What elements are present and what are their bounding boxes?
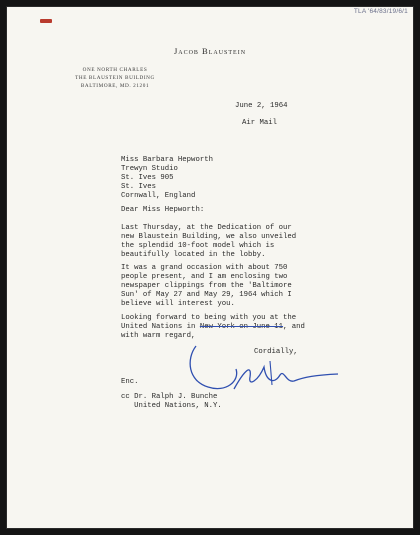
archive-reference: TLA '64/83/19/6/1 — [353, 8, 408, 15]
cc-line: cc Dr. Ralph J. Bunche — [121, 393, 218, 401]
paragraph-line: believe will interest you. — [121, 300, 235, 308]
address-line: THE BLAUSTEIN BUILDING — [75, 75, 155, 81]
struck-text: New York on June 11 — [199, 323, 284, 331]
paragraph-line: Sun' of May 27 and May 29, 1964 which I — [121, 291, 292, 299]
recipient-line: St. Ives — [121, 183, 157, 191]
paragraph-line: beautifully located in the lobby. — [121, 251, 266, 259]
letterhead-name — [6, 46, 414, 56]
paragraph-text: United Nations in — [121, 323, 200, 331]
paragraph-line: Looking forward to being with you at the — [121, 314, 297, 322]
recipient-line: Trewyn Studio — [121, 165, 178, 173]
paragraph-line: newspaper clippings from the 'Baltimore — [121, 282, 292, 290]
salutation: Dear Miss Hepworth: — [121, 206, 205, 214]
recipient-line: Miss Barbara Hepworth — [121, 156, 213, 164]
paragraph-1 — [121, 224, 296, 260]
paragraph-line: Last Thursday, at the Dedication of our — [121, 224, 292, 232]
closing: Cordially, — [254, 348, 298, 356]
letter-page — [6, 6, 414, 529]
paragraph-line: people present, and I am enclosing two — [121, 273, 288, 281]
delivery-method: Air Mail — [242, 119, 278, 127]
paragraph-line: the splendid 10-foot model which is — [121, 242, 275, 250]
letterhead-name-text: Jacob Blaustein — [173, 46, 247, 56]
address-line: ONE NORTH CHARLES — [82, 67, 148, 73]
paragraph-text: , and — [283, 323, 305, 331]
red-mark — [40, 19, 52, 23]
paragraph-line: with warm regard, — [121, 332, 196, 340]
recipient-line: St. Ives 905 — [121, 174, 174, 182]
cc-block — [121, 393, 222, 411]
enclosure-note: Enc. — [121, 378, 139, 386]
cc-line: United Nations, N.Y. — [121, 402, 222, 410]
letterhead-address — [60, 66, 170, 90]
paragraph-2 — [121, 264, 292, 309]
recipient-line: Cornwall, England — [121, 192, 196, 200]
paragraph-3 — [121, 314, 305, 341]
paragraph-line: It was a grand occasion with about 750 — [121, 264, 288, 272]
recipient-block — [121, 156, 213, 201]
address-line: BALTIMORE, MD. 21201 — [80, 83, 150, 89]
letter-date: June 2, 1964 — [235, 102, 288, 110]
paragraph-line: new Blaustein Building, we also unveiled — [121, 233, 297, 241]
handwritten-signature — [178, 341, 348, 401]
paragraph-line — [121, 323, 305, 332]
